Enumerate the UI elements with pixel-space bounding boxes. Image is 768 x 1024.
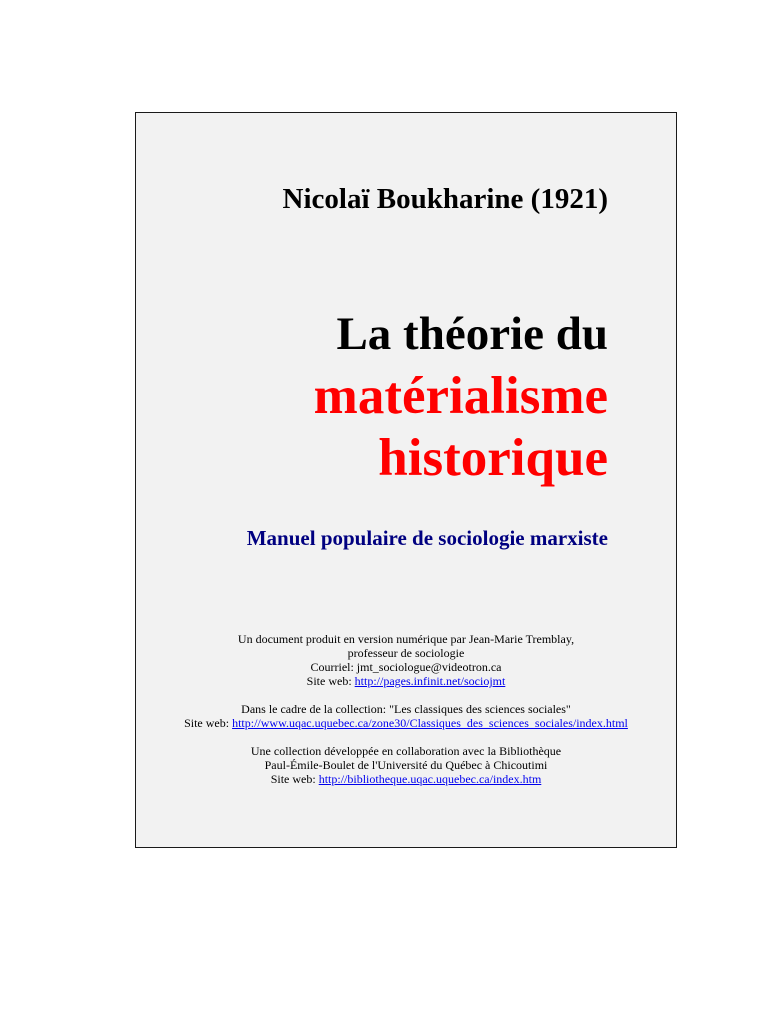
credits-site-line	[136, 716, 676, 730]
site-label: Site web:	[184, 716, 233, 730]
title-line-2: matérialisme	[313, 367, 608, 425]
book-subtitle: Manuel populaire de sociologie marxiste	[246, 526, 608, 550]
credits-collection	[136, 702, 676, 730]
title-line-1: La théorie du	[336, 308, 608, 360]
credits-site-line	[136, 772, 676, 786]
credits-producer	[136, 632, 676, 688]
site-label: Site web:	[306, 674, 355, 688]
credits-library	[136, 744, 676, 786]
credits-site-line	[136, 674, 676, 688]
cover-frame	[135, 112, 677, 848]
credits-line: Une collection développée en collaboration avec la Bibliothèque	[250, 744, 562, 758]
collection-site-link[interactable]: http://www.uqac.uquebec.ca/zone30/Classiques_des_sciences_sociales/index.html	[232, 716, 628, 730]
credits-line: Paul-Émile-Boulet de l'Université du Québec à Chicoutimi	[264, 758, 548, 772]
credits-line: professeur de sociologie	[347, 646, 465, 660]
site-label: Site web:	[270, 772, 319, 786]
credits-block	[136, 632, 676, 800]
credits-line: Un document produit en version numérique par Jean-Marie Tremblay,	[237, 632, 575, 646]
producer-site-link[interactable]: http://pages.infinit.net/sociojmt	[354, 674, 506, 688]
credits-line: Dans le cadre de la collection: "Les classiques des sciences sociales"	[241, 702, 571, 716]
title-line-3: historique	[378, 429, 608, 487]
author-heading: Nicolaï Boukharine (1921)	[282, 183, 608, 215]
library-site-link[interactable]: http://bibliotheque.uqac.uquebec.ca/index.htm	[318, 772, 542, 786]
book-title	[314, 303, 608, 489]
credits-email: Courriel: jmt_sociologue@videotron.ca	[310, 660, 502, 674]
